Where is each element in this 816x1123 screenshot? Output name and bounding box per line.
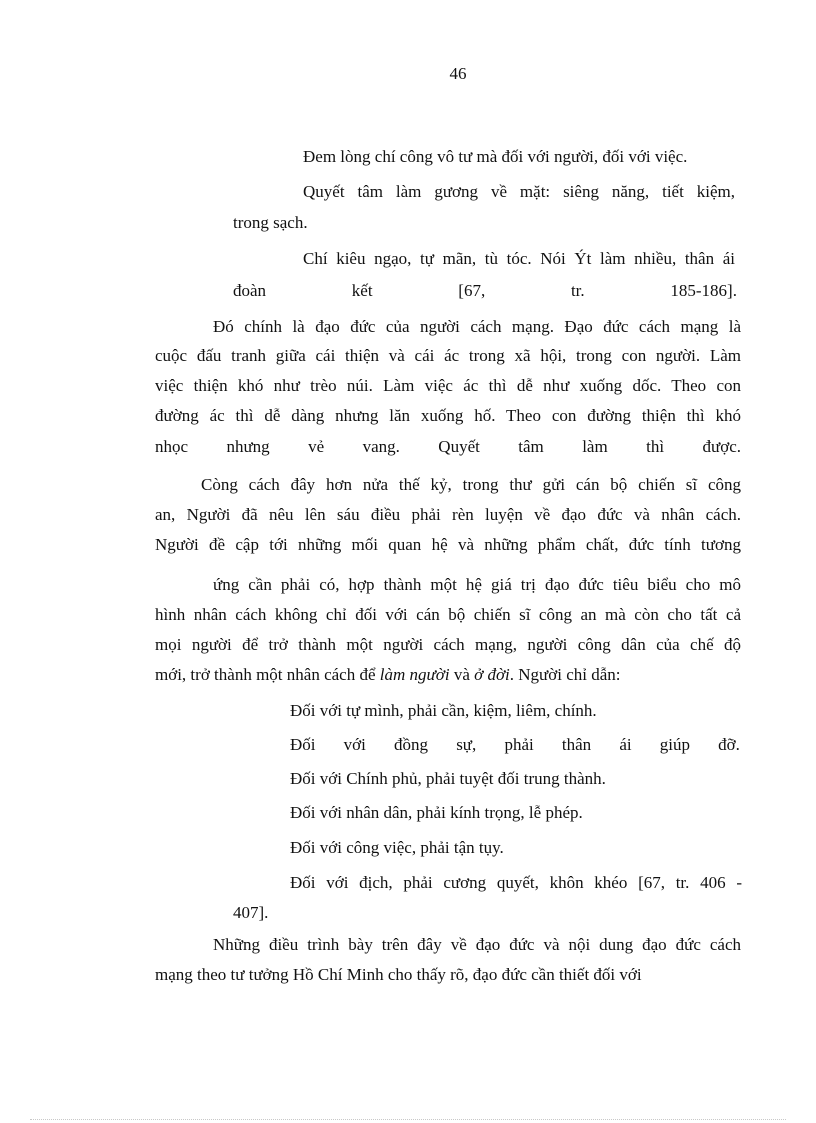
- para2-line-1: Còng cách đây hơn nửa thế kỷ, trong thư gửi cán bộ chiến sĩ công: [201, 475, 741, 494]
- para3-line-3: mọi người để trở thành một người cách mạng, người công dân của chế độ: [155, 635, 741, 654]
- word: tâm: [518, 437, 544, 456]
- quote2-line-7: 407].: [233, 903, 269, 922]
- word: kết: [351, 281, 373, 300]
- word: tr.: [570, 281, 585, 300]
- word: thân: [561, 735, 592, 754]
- page-number: 46: [449, 64, 467, 83]
- quote2-line-3: Đối với Chính phủ, phải tuyệt đối trung thành.: [290, 769, 606, 788]
- text-run: mới, trở thành một nhân cách để: [155, 665, 380, 684]
- para3-line-1: ứng cần phải có, hợp thành một hệ giá trị đạo đức tiêu biểu cho mô: [213, 575, 741, 594]
- quote2-line-6: Đối với địch, phải cương quyết, khôn khéo [67, tr. 406 -: [290, 873, 742, 892]
- word: đỡ.: [718, 735, 740, 754]
- word: đoàn: [233, 281, 267, 300]
- para1-line-3: việc thiện khó như trèo núi. Làm việc ác thì dễ như xuống dốc. Theo con: [155, 376, 741, 395]
- quote2-line-5: Đối với công việc, phải tận tụy.: [290, 838, 504, 857]
- word: vang.: [362, 437, 400, 456]
- quote2-line-2: [290, 734, 740, 756]
- word: được.: [702, 437, 741, 456]
- word: sự,: [456, 735, 477, 754]
- quote1-line-5: [233, 280, 737, 302]
- para2-line-3: Người đề cập tới những mối quan hệ và những phẩm chất, đức tính tương: [155, 535, 741, 554]
- para1-line-4: đường ác thì dễ dàng nhưng lăn xuống hố. Theo con đường thiện thì khó: [155, 406, 741, 425]
- word: ái: [619, 735, 632, 754]
- word: giúp: [659, 735, 690, 754]
- quote1-line-3: trong sạch.: [233, 213, 308, 232]
- page-bottom-divider: [30, 1119, 786, 1120]
- quote1-line-4: Chí kiêu ngạo, tự mãn, tù tóc. Nói Ýt làm nhiều, thân ái: [303, 249, 735, 268]
- word: [67,: [458, 281, 486, 300]
- word: Quyết: [438, 437, 480, 456]
- word: thì: [646, 437, 665, 456]
- para4-line-1: Những điều trình bày trên đây về đạo đức và nội dung đạo đức cách: [213, 935, 741, 954]
- para1-line-2: cuộc đấu tranh giữa cái thiện và cái ác trong xã hội, trong con người. Làm: [155, 346, 741, 365]
- quote1-line-1: Đem lòng chí công vô tư mà đối với người, đối với việc.: [303, 147, 688, 166]
- quote2-line-4: Đối với nhân dân, phải kính trọng, lễ phép.: [290, 803, 583, 822]
- text-run: và: [449, 665, 475, 684]
- quote1-line-2: Quyết tâm làm gương về mặt: siêng năng, tiết kiệm,: [303, 182, 735, 201]
- para3-line-2: hình nhân cách không chỉ đối với cán bộ chiến sĩ công an mà còn cho tất cả: [155, 605, 741, 624]
- text-run: . Người chỉ dẫn:: [509, 665, 621, 684]
- word: vẻ: [308, 437, 325, 456]
- word: Đối: [290, 735, 316, 754]
- word: phải: [504, 735, 534, 754]
- word: nhưng: [226, 437, 270, 456]
- word: nhọc: [155, 437, 189, 456]
- para4-line-2: mạng theo tư tưởng Hồ Chí Minh cho thấy rõ, đạo đức cần thiết đối với: [155, 965, 642, 984]
- word: với: [343, 735, 366, 754]
- italic-phrase: ở đời: [474, 665, 510, 684]
- word: làm: [582, 437, 608, 456]
- para1-line-5: [155, 436, 741, 458]
- para3-line-4: [155, 664, 621, 686]
- para1-line-1: Đó chính là đạo đức của người cách mạng. Đạo đức cách mạng là: [213, 317, 741, 336]
- word: đồng: [394, 735, 429, 754]
- para2-line-2: an, Người đã nêu lên sáu điều phải rèn luyện về đạo đức và nhân cách.: [155, 505, 741, 524]
- word: 185-186].: [670, 281, 737, 300]
- quote2-line-1: Đối với tự mình, phải cần, kiệm, liêm, chính.: [290, 701, 597, 720]
- italic-phrase: làm người: [379, 665, 450, 684]
